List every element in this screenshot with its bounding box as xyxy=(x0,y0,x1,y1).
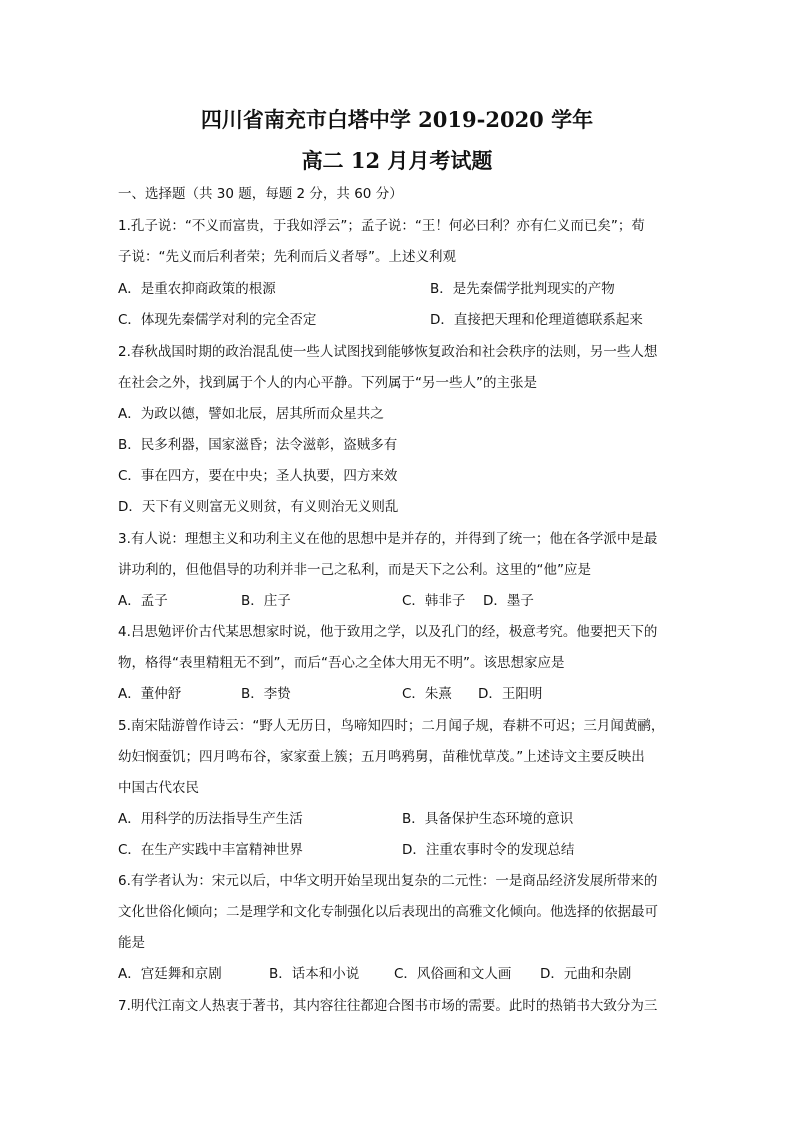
q4-option-c: C．朱熹 xyxy=(402,686,452,702)
q3-option-b: B．庄子 xyxy=(241,593,291,609)
q5-option-d: D．注重农事时令的发现总结 xyxy=(402,842,575,858)
q5-stem-line2: 幼妇悯蚕饥；四月鸣布谷，家家蚕上簇；五月鸣鸦舅，苗稚忧草茂。”上述诗文主要反映出 xyxy=(118,749,645,765)
q5-stem-line3: 中国古代农民 xyxy=(118,780,199,796)
q2-option-a: A．为政以德，譬如北辰，居其所而众星共之 xyxy=(118,406,384,422)
q5-option-b: B．具备保护生态环境的意识 xyxy=(402,811,574,827)
q2-stem-line2: 在社会之外，找到属于个人的内心平静。下列属于“另一些人”的主张是 xyxy=(118,375,537,391)
q1-stem-line1: 1.孔子说：“不义而富贵，于我如浮云”；孟子说：“王！何必曰利？亦有仁义而已矣”；荀 xyxy=(118,218,645,234)
q2-option-b: B．民多利器，国家滋昏；法令滋彰，盗贼多有 xyxy=(118,437,398,453)
section-heading: 一、选择题（共 30 题，每题 2 分，共 60 分） xyxy=(118,186,403,202)
q3-option-c: C．韩非子 xyxy=(402,593,466,609)
q6-stem-line2: 文化世俗化倾向；二是理学和文化专制强化以后表现出的高雅文化倾向。他选择的依据最可 xyxy=(118,904,658,920)
q3-stem-line1: 3.有人说：理想主义和功利主义在他的思想中是并存的，并得到了统一；他在各学派中是最 xyxy=(118,531,658,547)
q6-option-a: A．宫廷舞和京剧 xyxy=(118,966,222,982)
q6-stem-line3: 能是 xyxy=(118,935,145,951)
exam-title-line1: 四川省南充市白塔中学 2019-2020 学年 xyxy=(200,107,594,132)
q6-option-b: B．话本和小说 xyxy=(269,966,360,982)
q4-stem-line2: 物，格得“表里精粗无不到”，而后“吾心之全体大用无不明”。该思想家应是 xyxy=(118,655,565,671)
q3-stem-line2: 讲功利的，但他倡导的功利并非一己之私利，而是天下之公利。这里的“他”应是 xyxy=(118,562,591,578)
q6-option-c: C．风俗画和文人画 xyxy=(394,966,512,982)
q1-option-c: C．体现先秦儒学对利的完全否定 xyxy=(118,312,317,328)
q2-option-c: C．事在四方，要在中央；圣人执要，四方来效 xyxy=(118,468,398,484)
q1-option-b: B．是先秦儒学批判现实的产物 xyxy=(430,281,615,297)
q5-stem-line1: 5.南宋陆游曾作诗云：“野人无历日，鸟啼知四时；二月闻子规，春耕不可迟；三月闻黄鹂， xyxy=(118,718,665,734)
q6-option-d: D．元曲和杂剧 xyxy=(540,966,632,982)
q7-stem-line1: 7.明代江南文人热衷于著书，其内容往往都迎合图书市场的需要。此时的热销书大致分为三 xyxy=(118,998,658,1014)
q2-stem-line1: 2.春秋战国时期的政治混乱使一些人试图找到能够恢复政治和社会秩序的法则，另一些人想 xyxy=(118,344,658,360)
q2-option-d: D．天下有义则富无义则贫，有义则治无义则乱 xyxy=(118,499,399,515)
q1-option-d: D．直接把天理和伦理道德联系起来 xyxy=(430,312,643,328)
q3-option-a: A．孟子 xyxy=(118,593,168,609)
q3-option-d: D．墨子 xyxy=(483,593,534,609)
exam-title-line2: 高二 12 月月考试题 xyxy=(301,148,493,173)
q4-option-b: B．李贽 xyxy=(241,686,291,702)
q6-stem-line1: 6.有学者认为：宋元以后，中华文明开始呈现出复杂的二元性：一是商品经济发展所带来的 xyxy=(118,873,658,889)
q5-option-c: C．在生产实践中丰富精神世界 xyxy=(118,842,303,858)
q4-option-d: D．王阳明 xyxy=(478,686,543,702)
q1-option-a: A．是重农抑商政策的根源 xyxy=(118,281,276,297)
q4-option-a: A．董仲舒 xyxy=(118,686,182,702)
q1-stem-line2: 子说：“先义而后利者荣；先利而后义者辱”。上述义利观 xyxy=(118,249,456,265)
q4-stem-line1: 4.吕思勉评价古代某思想家时说，他于致用之学，以及孔门的经，极意考究。他要把天下的 xyxy=(118,624,658,640)
q5-option-a: A．用科学的历法指导生产生活 xyxy=(118,811,303,827)
